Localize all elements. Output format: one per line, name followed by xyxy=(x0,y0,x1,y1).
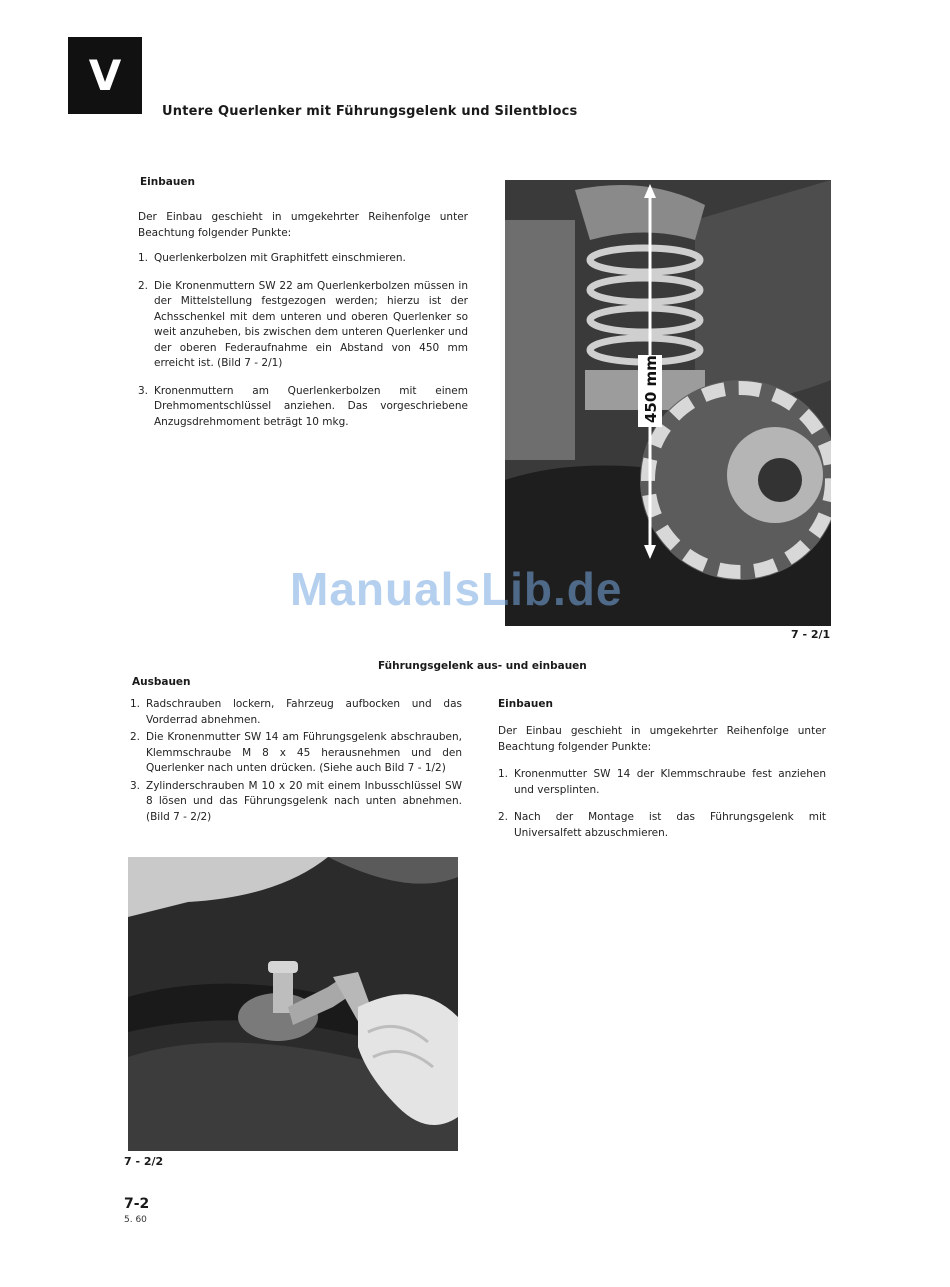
list-item xyxy=(130,779,462,826)
step-number: 1. xyxy=(130,698,141,710)
figure-1-caption: 7 - 2/1 xyxy=(791,628,831,641)
step-text: Kronenmuttern am Querlenkerbolzen mit einem Drehmomentschlüssel anziehen. Das vorgeschriebene Anzugsdrehmoment beträgt 10 mkg. xyxy=(154,384,468,428)
step-number: 2. xyxy=(130,731,141,743)
ausbauen-content xyxy=(130,697,462,825)
section-badge xyxy=(68,37,142,114)
wrench-illustration xyxy=(128,857,458,1151)
einbauen-heading: Einbauen xyxy=(140,176,195,188)
section-heading: Führungsgelenk aus- und einbauen xyxy=(378,660,587,672)
step-number: 1. xyxy=(138,252,149,264)
step-number: 2. xyxy=(138,279,149,292)
list-item xyxy=(130,730,462,777)
wrench-photo xyxy=(128,857,458,1151)
section-letter: V xyxy=(88,51,122,100)
einbauen-2-content xyxy=(498,724,826,841)
einbauen-2-steps xyxy=(498,767,826,841)
list-item xyxy=(138,279,468,372)
step-text: Zylinderschrauben M 10 x 20 mit einem Inbusschlüssel SW 8 lösen und das Führungsgelenk nach unten abnehmen. (Bild 7 - 2/2) xyxy=(146,779,462,823)
step-text: Kronenmutter SW 14 der Klemmschraube fest anziehen und versplinten. xyxy=(514,768,826,796)
suspension-illustration xyxy=(505,180,831,626)
step-number: 2. xyxy=(498,811,509,823)
einbauen-intro: Der Einbau geschieht in umgekehrter Reihenfolge unter Beachtung folgender Punkte: xyxy=(138,211,468,239)
einbauen-2-heading: Einbauen xyxy=(498,698,553,710)
step-text: Die Kronenmuttern SW 22 am Querlenkerbolzen müssen in der Mittelstellung festgezogen werden; hierzu ist der Achsschenkel mit dem unteren und oberen Querlenker so weit anzuheben, bis zwischen dem unteren Querlenker und der oberen Federaufnahme ein Abstand von 450 mm erreicht ist. (Bild 7 - 2/1) xyxy=(154,279,468,369)
step-text: Radschrauben lockern, Fahrzeug aufbocken und das Vorderrad abnehmen. xyxy=(146,698,462,726)
einbauen-2-intro: Der Einbau geschieht in umgekehrter Reihenfolge unter Beachtung folgender Punkte: xyxy=(498,725,826,753)
step-text: Nach der Montage ist das Führungsgelenk mit Universalfett abzuschmieren. xyxy=(514,811,826,839)
watermark: ManualsLib.de xyxy=(290,563,623,615)
step-number: 3. xyxy=(138,384,149,397)
page-number: 7-2 xyxy=(124,1196,150,1212)
step-text: Die Kronenmutter SW 14 am Führungsgelenk abschrauben, Klemmschraube M 8 x 45 herausnehmen und den Querlenker nach unten drücken. (Siehe auch Bild 7 - 1/2) xyxy=(146,731,462,774)
suspension-photo xyxy=(505,180,831,626)
list-item xyxy=(130,697,462,728)
list-item xyxy=(138,384,468,431)
figure-2-caption: 7 - 2/2 xyxy=(124,1155,164,1168)
step-text: Querlenkerbolzen mit Graphitfett einschmieren. xyxy=(154,252,406,264)
list-item xyxy=(138,251,468,267)
measurement-label: 450 mm xyxy=(642,355,660,423)
ausbauen-steps xyxy=(130,697,462,825)
ausbauen-heading: Ausbauen xyxy=(132,676,191,688)
einbauen-steps xyxy=(138,251,468,430)
step-number: 1. xyxy=(498,768,509,780)
list-item xyxy=(498,767,826,798)
einbauen-content xyxy=(138,210,468,430)
list-item xyxy=(498,810,826,841)
edition-date: 5. 60 xyxy=(124,1215,147,1225)
page-title: Untere Querlenker mit Führungsgelenk und Silentblocs xyxy=(162,104,578,119)
step-number: 3. xyxy=(130,779,141,792)
